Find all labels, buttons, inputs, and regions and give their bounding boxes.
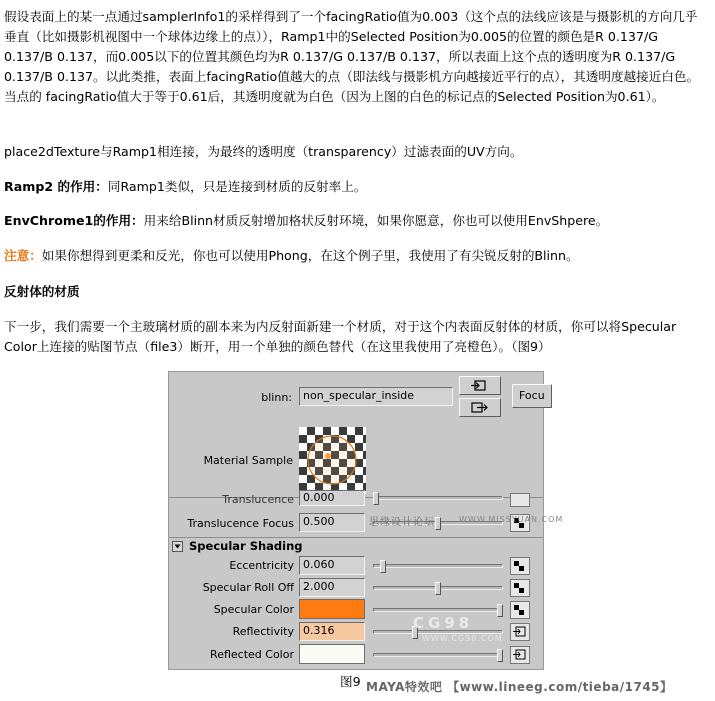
reflected-color-swatch[interactable] bbox=[299, 644, 365, 664]
specular-color-label: Specular Color bbox=[213, 603, 294, 616]
eccentricity-field[interactable]: 0.060 bbox=[299, 556, 365, 575]
checker-map-icon bbox=[511, 580, 529, 596]
translucence-focus-field[interactable]: 0.500 bbox=[299, 513, 365, 532]
translucence-map-button[interactable] bbox=[510, 493, 530, 507]
specular-rolloff-map-button[interactable] bbox=[510, 579, 530, 597]
paragraph-envchrome bbox=[4, 211, 708, 231]
eccentricity-slider[interactable] bbox=[373, 564, 503, 568]
note-label: 注意： bbox=[4, 248, 42, 263]
reflected-color-map-button[interactable] bbox=[510, 646, 530, 664]
specular-color-slider[interactable] bbox=[373, 608, 503, 612]
section-divider bbox=[169, 537, 543, 538]
material-sample-label: Material Sample bbox=[203, 454, 293, 467]
material-sample-swatch bbox=[299, 427, 366, 494]
eccentricity-map-button[interactable] bbox=[510, 557, 530, 575]
focus-button[interactable]: Focu bbox=[512, 384, 552, 408]
input-connection-icon bbox=[511, 624, 529, 640]
specular-rolloff-field[interactable]: 2.000 bbox=[299, 578, 365, 597]
cg98-url-watermark: WWW.CG98.COM bbox=[422, 634, 503, 643]
translucence-label: Translucence bbox=[222, 493, 294, 506]
attribute-editor-panel bbox=[168, 371, 564, 670]
reflected-color-slider[interactable] bbox=[373, 653, 503, 657]
output-connection-button[interactable] bbox=[459, 398, 501, 417]
paragraph-next-step: 下一步，我们需要一个主玻璃材质的副本来为内反射面新建一个材质，对于这个内表面反射体的材质，你可以将Specular Color上连接的贴图节点（file3）断开，用一个单独的颜色替代（在这里我使用了亮橙色）。（图9） bbox=[4, 319, 677, 354]
node-type-label: blinn: bbox=[261, 391, 292, 404]
node-name-field[interactable]: non_specular_inside bbox=[299, 387, 453, 406]
material-sample-sphere bbox=[299, 427, 366, 494]
ramp2-text: 同Ramp1类似，只是连接到材质的反射率上。 bbox=[107, 179, 367, 194]
specular-color-swatch[interactable] bbox=[299, 599, 365, 619]
eccentricity-label: Eccentricity bbox=[229, 559, 294, 572]
input-connection-button[interactable] bbox=[459, 376, 501, 395]
envchrome-heading: EnvChrome1的作用： bbox=[4, 213, 144, 228]
input-connection-icon bbox=[460, 377, 500, 394]
eccentricity-slider-thumb[interactable] bbox=[380, 560, 386, 573]
collapse-arrow-icon[interactable] bbox=[172, 541, 183, 552]
specular-rolloff-slider-thumb[interactable] bbox=[435, 582, 441, 595]
input-connection-icon bbox=[511, 647, 529, 663]
ramp2-heading: Ramp2 的作用： bbox=[4, 179, 108, 194]
paragraph-place2dtexture: place2dTexture与Ramp1相连接，为最终的透明度（transparency）过滤表面的UV方向。 bbox=[4, 144, 523, 159]
cg98-logo-watermark: CG98 bbox=[413, 614, 474, 632]
missyuan-watermark: WWW.MISSYUAN.COM bbox=[459, 515, 564, 524]
reflectivity-label: Reflectivity bbox=[232, 625, 294, 638]
reflected-color-label: Reflected Color bbox=[210, 648, 294, 661]
specular-rolloff-label: Specular Roll Off bbox=[202, 581, 294, 594]
figure-caption: 图9 bbox=[340, 674, 361, 689]
reflectivity-field[interactable]: 0.316 bbox=[299, 622, 365, 641]
paragraph-samplerinfo: 假设表面上的某一点通过samplerInfo1的采样得到了一个facingRatio值为0.003（这个点的法线应该是与摄影机的方向几乎垂直（比如摄影机视图中一个球体边缘上的点）），Ramp1中的Selected Position为0.005的位置的颜色是R 0.137/G 0.137/B 0.137，而0.005以下的位置其颜色均为R 0.137/G 0.137/B 0.137，所以表面上这个点的透明度为R 0.137/G 0.137/B 0.137。以此类推，表面上facingRatio值越大的点（即法线与摄影机方向越接近平行的点），其透明度越接近白色。当点的 facingRatio值大于等于0.61后，其透明度就为白色（因为上图的白色的标记点的Selected Position为0.61）。 bbox=[4, 9, 700, 104]
forum-watermark: 思缘设计论坛 bbox=[369, 517, 435, 528]
paragraph-note bbox=[4, 246, 708, 266]
envchrome-text: 用来给Blinn材质反射增加格状反射环境，如果你愿意，你也可以使用EnvShpere。 bbox=[143, 213, 609, 228]
reflectivity-map-button[interactable] bbox=[510, 623, 530, 641]
checker-map-icon bbox=[511, 602, 529, 618]
specular-color-slider-thumb[interactable] bbox=[497, 604, 503, 617]
specular-shading-title[interactable]: Specular Shading bbox=[189, 539, 303, 553]
translucence-slider-thumb[interactable] bbox=[373, 492, 379, 505]
translucence-focus-slider-thumb[interactable] bbox=[435, 517, 441, 530]
output-connection-icon bbox=[460, 399, 500, 416]
translucence-slider[interactable] bbox=[373, 496, 503, 500]
paragraph-ramp2 bbox=[4, 177, 708, 197]
specular-color-map-button[interactable] bbox=[510, 601, 530, 619]
note-text: 如果你想得到更柔和反光，你也可以使用Phong，在这个例子里，我使用了有尖锐反射的Blinn。 bbox=[41, 248, 579, 263]
reflected-color-slider-thumb[interactable] bbox=[497, 649, 503, 662]
section-heading-reflector-material: 反射体的材质 bbox=[4, 284, 80, 299]
checker-map-icon bbox=[511, 558, 529, 574]
translucence-focus-label: Translucence Focus bbox=[187, 517, 294, 530]
translucence-field[interactable]: 0.000 bbox=[299, 490, 365, 506]
footer-watermark: MAYA特效吧 【www.lineeg.com/tieba/1745】 bbox=[366, 680, 673, 694]
